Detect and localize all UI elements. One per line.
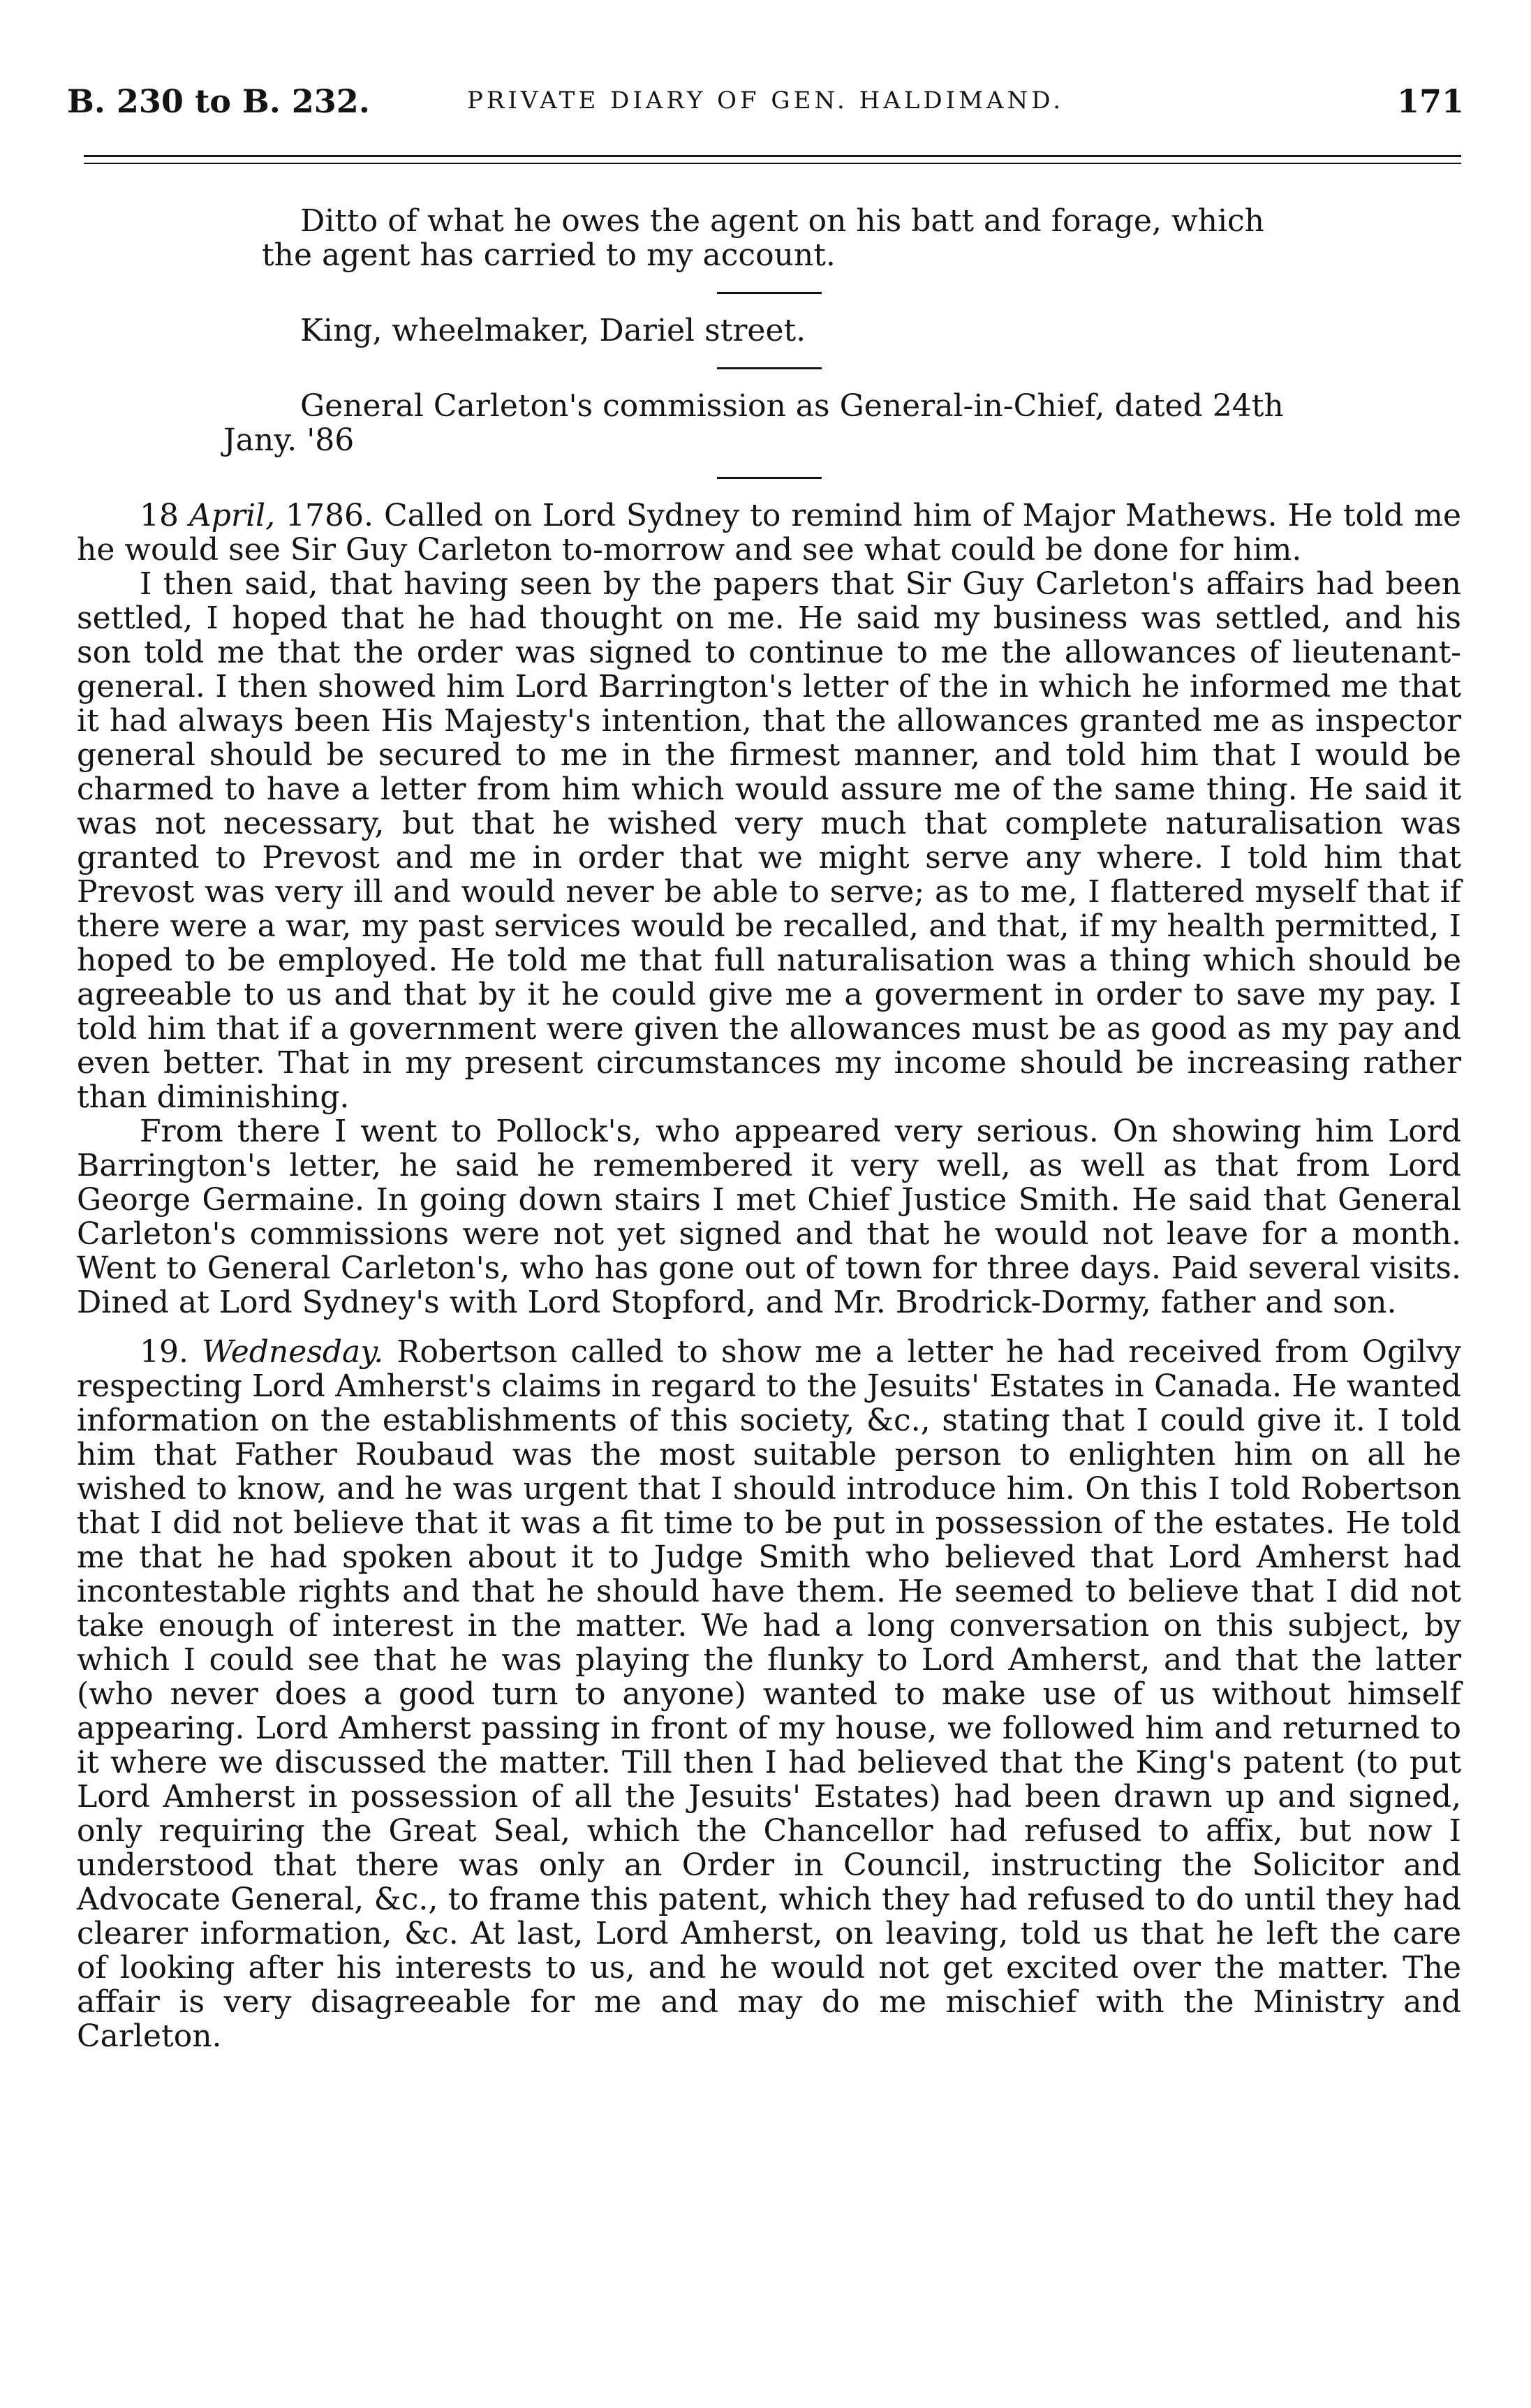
entry-19-para-1 [77, 1335, 1461, 2053]
note-ditto-line-1: Ditto of what he owes the agent on his batt and forage, which [300, 203, 1264, 239]
document-range-label: B. 230 to B. 232. [67, 82, 370, 120]
section-rule [717, 292, 822, 294]
entry-19-day: 19. [140, 1334, 188, 1370]
note-carleton-line-2: Jany. '86 [223, 422, 355, 458]
diary-entry-19-wednesday [77, 1335, 1461, 2053]
entry-18-para-2: I then said, that having seen by the papers that Sir Guy Carleton's affairs had been settled, I hoped that he had thought on me. He said my business was settled, and his son told me that the order was signed to continue to me the allowances of lieutenant-general. I then showed him Lord Barrington's letter of the in which he informed me that it had always been His Majesty's intention, that the allowances granted me as inspector general should be secured to me in the firmest manner, and told him that I would be charmed to have a letter from him which would assure me of the same thing. He said it was not necessary, but that he wished very much that complete naturalisation was granted to Prevost and me in order that we might serve any where. I told him that Prevost was very ill and would never be able to serve; as to me, I flattered myself that if there were a war, my past services would be recalled, and that, if my health permitted, I hoped to be employed. He told me that full naturalisation was a thing which should be agreeable to us and that by it he could give me a goverment in order to save my pay. I told him that if a government were given the allowances must be as good as my pay and even better. That in my present circumstances my income should be increasing rather than diminishing. [77, 566, 1461, 1115]
entry-18-para-1 [77, 498, 1461, 567]
section-rule [717, 367, 822, 369]
running-title: PRIVATE DIARY OF GEN. HALDIMAND. [466, 87, 1065, 115]
note-ditto [77, 204, 1461, 272]
entry-gap [77, 1320, 1461, 1335]
page-number: 171 [1396, 82, 1464, 120]
entry-18-day: 18 [140, 498, 179, 533]
note-king [77, 313, 1461, 348]
section-rule [717, 477, 822, 479]
entry-18-text: 1786. Called on Lord Sydney to remind him of Major Mathews. He told me he would see Sir Guy Carleton to-morrow and see what could be done for him. [77, 498, 1461, 568]
entry-18-para-3: From there I went to Pollock's, who appeared very serious. On showing him Lord Barrington's letter, he said he remembered it very well, as well as that from Lord George Germaine. In going down stairs I met Chief Justice Smith. He said that General Carleton's commissions were not yet signed and that he would not leave for a month. Went to General Carleton's, who has gone out of town for three days. Paid several visits. Dined at Lord Sydney's with Lord Stopford, and Mr. Brodrick-Dormy, father and son. [77, 1114, 1461, 1320]
entry-19-weekday: Wednesday. [202, 1334, 384, 1370]
note-king-text: King, wheelmaker, Dariel street. [300, 313, 806, 348]
header-double-rule [84, 155, 1461, 164]
entry-19-text: Robertson called to show me a letter he had received from Ogilvy respecting Lord Amherst's claims in regard to the Jesuits' Estates in Canada. He wanted information on the establishments of this society, &c., stating that I could give it. I told him that Father Roubaud was the most suitable person to enlighten him on all he wished to know, and he was urgent that I should introduce him. On this I told Robertson that I did not believe that it was a fit time to be put in possession of the estates. He told me that he had spoken about it to Judge Smith who believed that Lord Amherst had incontestable rights and that he should have them. He seemed to believe that I did not take enough of interest in the matter. We had a long conversation on this subject, by which I could see that he was playing the flunky to Lord Amherst, and that the latter (who never does a good turn to anyone) wanted to make use of us without himself appearing. Lord Amherst passing in front of my house, we followed him and returned to it where we discussed the matter. Till then I had believed that the King's patent (to put Lord Amherst in possession of all the Jesuits' Estates) had been drawn up and signed, only requiring the Great Seal, which the Chancellor had refused to affix, but now I understood that there was only an Order in Council, instructing the Solicitor and Advocate General, &c., to frame this patent, which they had refused to do until they had clearer information, &c. At last, Lord Amherst, on leaving, told us that he left the care of looking after his interests to us, and he would not get excited over the matter. The affair is very disagreeable for me and may do me mischief with the Ministry and Carleton. [77, 1334, 1461, 2054]
note-carleton-line-1: General Carleton's commission as General-in-Chief, dated 24th [300, 388, 1284, 424]
note-ditto-line-2: the agent has carried to my account. [262, 237, 836, 273]
running-head [67, 82, 1464, 131]
note-carleton [77, 389, 1461, 457]
diary-text [77, 204, 1461, 2053]
diary-entry-18-april [77, 498, 1461, 1320]
entry-18-month: April, [188, 498, 276, 533]
